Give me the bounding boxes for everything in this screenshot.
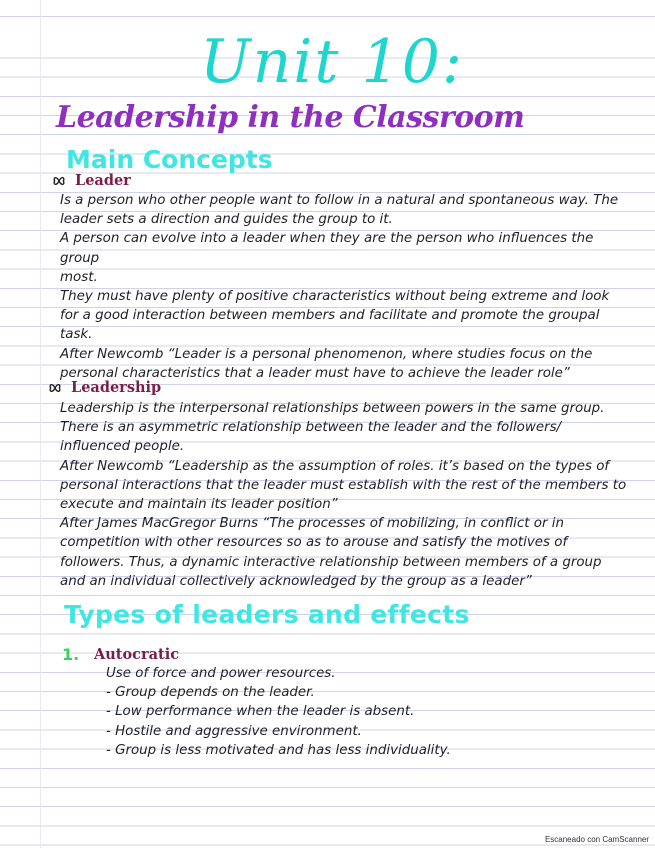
- leadership-definition: [60, 399, 635, 591]
- text-line: After Newcomb “Leader is a personal phenomenon, where studies focus on the: [60, 346, 593, 362]
- leadership-heading-row: [48, 379, 161, 396]
- text-line: influenced people.: [60, 439, 185, 455]
- text-line: followers. Thus, a dynamic interactive relationship between members of a group: [60, 554, 602, 570]
- text-line: They must have plenty of positive characteristics without being extreme and look: [60, 289, 610, 305]
- text-line: for a good interaction between members and facilitate and promote the groupal: [60, 308, 600, 324]
- scanner-watermark: Escaneado con CamScanner: [544, 835, 649, 844]
- page-subtitle: Leadership in the Classroom: [56, 100, 525, 135]
- margin-line: [40, 0, 41, 848]
- list-item: Use of force and power resources.: [106, 666, 336, 681]
- main-concepts-heading: Main Concepts: [66, 145, 273, 174]
- text-line: most.: [60, 269, 98, 285]
- autocratic-heading: Autocratic: [94, 646, 180, 663]
- autocratic-effects-list: [106, 664, 606, 760]
- text-line: competition with other resources so as to arouse and satisfy the motives of: [60, 535, 568, 551]
- list-item: - Group is less motivated and has less individuality.: [106, 742, 451, 758]
- list-item: - Low performance when the leader is absent.: [106, 704, 415, 720]
- leader-definition: [60, 191, 635, 383]
- text-line: leader sets a direction and guides the group to it.: [60, 212, 393, 228]
- list-number: 1.: [62, 645, 80, 664]
- text-line: There is an asymmetric relationship between the leader and the followers/: [60, 420, 562, 436]
- loop-bullet-icon: [48, 381, 62, 395]
- text-line: Is a person who other people want to follow in a natural and spontaneous way. The: [60, 193, 619, 208]
- text-line: personal interactions that the leader must establish with the rest of the members to: [60, 477, 627, 493]
- autocratic-heading-row: [62, 645, 179, 664]
- text-line: Leadership is the interpersonal relationships between powers in the same group.: [60, 401, 605, 416]
- leader-heading: Leader: [75, 172, 131, 189]
- text-line: task.: [60, 327, 93, 343]
- leadership-heading: Leadership: [71, 379, 162, 396]
- list-item: - Hostile and aggressive environment.: [106, 723, 362, 739]
- leader-heading-row: [52, 172, 131, 189]
- text-line: personal characteristics that a leader must have to achieve the leader role”: [60, 365, 570, 381]
- text-line: After Newcomb “Leadership as the assumption of roles. it’s based on the types of: [60, 458, 610, 474]
- text-line: A person can evolve into a leader when they are the person who influences the group: [60, 231, 594, 266]
- text-line: and an individual collectively acknowledged by the group as a leader”: [60, 573, 532, 589]
- unit-title: Unit 10:: [200, 27, 465, 97]
- text-line: execute and maintain its leader position”: [60, 497, 338, 513]
- types-heading: Types of leaders and effects: [64, 600, 470, 629]
- loop-bullet-icon: [52, 174, 66, 188]
- list-item: - Group depends on the leader.: [106, 685, 315, 701]
- text-line: After James MacGregor Burns “The processes of mobilizing, in conflict or in: [60, 516, 564, 532]
